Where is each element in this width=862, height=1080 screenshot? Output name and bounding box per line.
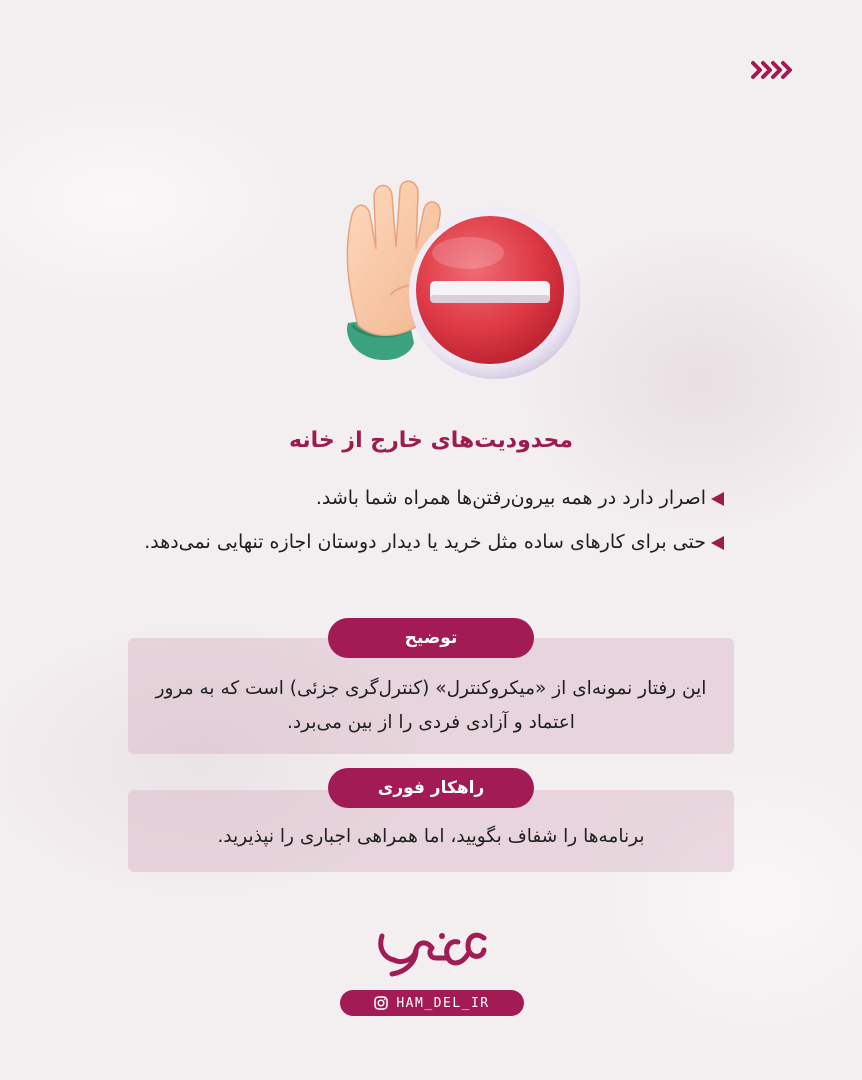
bullet-list <box>140 480 740 568</box>
stop-hand-no-entry-icon <box>330 175 580 390</box>
triangle-bullet-icon <box>711 492 724 506</box>
explanation-label: توضیح <box>328 618 534 658</box>
list-item <box>140 480 740 516</box>
forward-chevrons-icon[interactable] <box>750 60 794 80</box>
solution-label: راهکار فوری <box>328 768 534 808</box>
instagram-handle[interactable] <box>340 990 524 1016</box>
solution-text: برنامه‌ها را شفاف بگویید، اما همراهی اجباری را نپذیرید. <box>217 826 645 847</box>
page-title: محدودیت‌های خارج از خانه <box>289 428 573 453</box>
bullet-text: حتی برای کارهای ساده مثل خرید یا دیدار دوستان اجازه تنهایی نمی‌دهد. <box>144 531 706 553</box>
brand-logo <box>372 918 490 980</box>
triangle-bullet-icon <box>711 536 724 550</box>
list-item <box>140 524 740 560</box>
handle-text: HAM_DEL_IR <box>396 995 490 1011</box>
bullet-text: اصرار دارد در همه بیرون‌رفتن‌ها همراه شما باشد. <box>315 487 706 509</box>
explanation-text: این رفتار نمونه‌ای از «میکروکنترل» (کنترل‌گری جزئی) است که به مرور اعتماد و آزادی فردی را از بین می‌برد. <box>155 678 707 733</box>
instagram-icon <box>374 996 388 1010</box>
